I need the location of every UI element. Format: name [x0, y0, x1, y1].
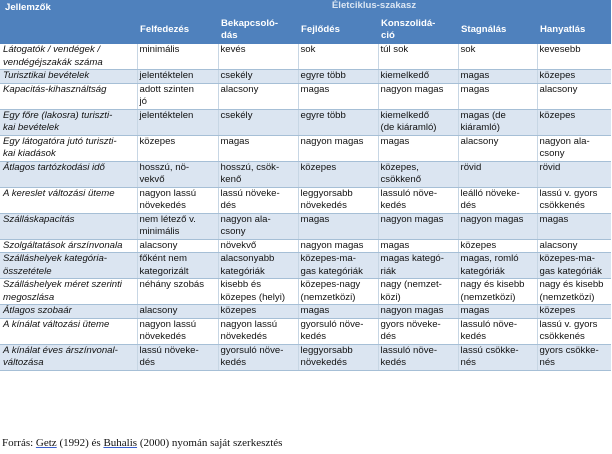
- source-note: [2, 437, 282, 449]
- table-cell: gyors növeke- dés: [378, 318, 458, 344]
- table-cell: kevés: [218, 44, 298, 70]
- table-body: [0, 44, 611, 370]
- table-cell: magas: [378, 239, 458, 253]
- row-feature-label: A kínálat változási üteme: [0, 318, 137, 344]
- table-cell: magas: [458, 305, 537, 319]
- row-feature-label: A kereslet változási üteme: [0, 187, 137, 213]
- source-author-getz: Getz: [35, 437, 57, 449]
- table-cell: nagyon ala- csony: [218, 213, 298, 239]
- table-cell: magas: [298, 213, 378, 239]
- table-cell: közepes: [218, 305, 298, 319]
- table-cell: lassú v. gyors csökkenés: [537, 187, 611, 213]
- table-cell: magas: [298, 83, 378, 109]
- table-cell: lassuló növe- kedés: [458, 318, 537, 344]
- table-cell: rövid: [458, 161, 537, 187]
- row-feature-label: Egy főre (lakosra) turiszti- kai bevételek: [0, 109, 137, 135]
- table-cell: magas: [218, 135, 298, 161]
- table-cell: közepes: [537, 305, 611, 319]
- header-stage-decline: Hanyatlás: [537, 14, 611, 44]
- table-cell: gyorsuló növe- kedés: [298, 318, 378, 344]
- table-cell: leggyorsabb növekedés: [298, 344, 378, 370]
- table-row: [0, 187, 611, 213]
- table-cell: magas (de kiáramló): [458, 109, 537, 135]
- table-cell: lassuló növe- kedés: [378, 187, 458, 213]
- table-row: [0, 279, 611, 305]
- table-cell: közepes: [137, 135, 218, 161]
- table-cell: kiemelkedő (de kiáramló): [378, 109, 458, 135]
- table-cell: rövid: [537, 161, 611, 187]
- table-row: [0, 161, 611, 187]
- table-cell: közepes, csökkenő: [378, 161, 458, 187]
- table-row: [0, 318, 611, 344]
- source-author-buhalis: Buhalis: [103, 437, 138, 449]
- row-feature-label: Turisztikai bevételek: [0, 70, 137, 84]
- source-prefix: Forrás:: [2, 437, 36, 449]
- table-cell: alacsony: [537, 239, 611, 253]
- table-cell: közepes: [537, 109, 611, 135]
- header-stage-exploration: Felfedezés: [137, 14, 218, 44]
- table-cell: nagyon lassú növekedés: [218, 318, 298, 344]
- table-cell: közepes: [458, 239, 537, 253]
- table-cell: nagy és kisebb (nemzetközi): [458, 279, 537, 305]
- table-row: [0, 213, 611, 239]
- table-row: [0, 44, 611, 70]
- table-cell: lassuló növe- kedés: [378, 344, 458, 370]
- table-cell: közepes-ma- gas kategóriák: [298, 253, 378, 279]
- table-cell: hosszú, csök- kenő: [218, 161, 298, 187]
- table-cell: nagyon magas: [298, 239, 378, 253]
- table-cell: alacsony: [137, 239, 218, 253]
- table-cell: alacsony: [218, 83, 298, 109]
- table-row: [0, 109, 611, 135]
- table-cell: nagyon magas: [458, 213, 537, 239]
- table-cell: nagyon lassú növekedés: [137, 318, 218, 344]
- table-cell: nagy (nemzet- közi): [378, 279, 458, 305]
- row-feature-label: Látogatók / vendégek / vendégéjszakák száma: [0, 44, 137, 70]
- table-cell: közepes-ma- gas kategóriák: [537, 253, 611, 279]
- row-feature-label: Átlagos szobaár: [0, 305, 137, 319]
- header-row-group: [0, 0, 611, 14]
- table-cell: kevesebb: [537, 44, 611, 70]
- table-cell: gyors csökke- nés: [537, 344, 611, 370]
- table-cell: magas: [458, 70, 537, 84]
- table-cell: sok: [458, 44, 537, 70]
- table-cell: magas: [298, 305, 378, 319]
- table-cell: főként nem kategorizált: [137, 253, 218, 279]
- table-cell: csekély: [218, 70, 298, 84]
- table-cell: nem létező v. minimális: [137, 213, 218, 239]
- table-cell: közepes: [537, 70, 611, 84]
- table-cell: kisebb és közepes (helyi): [218, 279, 298, 305]
- table-cell: jelentéktelen: [137, 70, 218, 84]
- table-cell: lassú v. gyors csökkenés: [537, 318, 611, 344]
- table-cell: magas, romló kategóriák: [458, 253, 537, 279]
- table-cell: közepes-nagy (nemzetközi): [298, 279, 378, 305]
- source-suffix: (2000) nyomán saját szerkesztés: [137, 437, 283, 449]
- row-feature-label: Szálláskapacitás: [0, 213, 137, 239]
- table-cell: minimális: [137, 44, 218, 70]
- table-cell: lassú csökke- nés: [458, 344, 537, 370]
- table-cell: növekvő: [218, 239, 298, 253]
- table-row: [0, 83, 611, 109]
- table-cell: lassú növeke- dés: [137, 344, 218, 370]
- header-stage-involvement: Bekapcsoló- dás: [218, 14, 298, 44]
- table-cell: jelentéktelen: [137, 109, 218, 135]
- table-cell: alacsony: [458, 135, 537, 161]
- row-feature-label: Kapacitás-kihasználtság: [0, 83, 137, 109]
- table-cell: nagyon magas: [378, 83, 458, 109]
- table-cell: magas: [537, 213, 611, 239]
- table-cell: néhány szobás: [137, 279, 218, 305]
- table-cell: kiemelkedő: [378, 70, 458, 84]
- table-cell: hosszú, nö- vekvő: [137, 161, 218, 187]
- table-cell: magas: [458, 83, 537, 109]
- table-cell: nagyon magas: [298, 135, 378, 161]
- header-stage-development: Fejlődés: [298, 14, 378, 44]
- header-stage-stagnation: Stagnálás: [458, 14, 537, 44]
- row-feature-label: Szálláshelyek kategória- összetétele: [0, 253, 137, 279]
- table-cell: magas: [378, 135, 458, 161]
- table-cell: nagyon magas: [378, 305, 458, 319]
- table-row: [0, 70, 611, 84]
- table-cell: egyre több: [298, 109, 378, 135]
- table-cell: magas kategó- riák: [378, 253, 458, 279]
- table-cell: leálló növeke- dés: [458, 187, 537, 213]
- table-cell: alacsony: [537, 83, 611, 109]
- table-cell: alacsony: [137, 305, 218, 319]
- table-cell: nagyon lassú növekedés: [137, 187, 218, 213]
- table-row: [0, 253, 611, 279]
- table-cell: egyre több: [298, 70, 378, 84]
- table-cell: alacsonyabb kategóriák: [218, 253, 298, 279]
- table-cell: közepes: [298, 161, 378, 187]
- table-row: [0, 305, 611, 319]
- table-row: [0, 135, 611, 161]
- table-cell: gyorsuló növe- kedés: [218, 344, 298, 370]
- table-cell: leggyorsabb növekedés: [298, 187, 378, 213]
- source-middle: (1992) és: [56, 437, 104, 449]
- header-features: Jellemzők: [0, 0, 137, 44]
- header-stage-consolidation: Konszolidá- ció: [378, 14, 458, 44]
- row-feature-label: Szolgáltatások árszínvonala: [0, 239, 137, 253]
- table-cell: csekély: [218, 109, 298, 135]
- table-cell: adott szinten jó: [137, 83, 218, 109]
- row-feature-label: A kínálat éves árszínvonal- változása: [0, 344, 137, 370]
- table-cell: sok: [298, 44, 378, 70]
- table-row: [0, 344, 611, 370]
- table-cell: lassú növeke- dés: [218, 187, 298, 213]
- table-cell: nagyon ala- csony: [537, 135, 611, 161]
- table-cell: nagy és kisebb (nemzetközi): [537, 279, 611, 305]
- row-feature-label: Egy látogatóra jutó turiszti- kai kiadások: [0, 135, 137, 161]
- table-row: [0, 239, 611, 253]
- row-feature-label: Átlagos tartózkodási idő: [0, 161, 137, 187]
- row-feature-label: Szálláshelyek méret szerinti megoszlása: [0, 279, 137, 305]
- table-cell: nagyon magas: [378, 213, 458, 239]
- table-cell: túl sok: [378, 44, 458, 70]
- header-lifecycle-stage: Életciklus-szakasz: [137, 0, 611, 14]
